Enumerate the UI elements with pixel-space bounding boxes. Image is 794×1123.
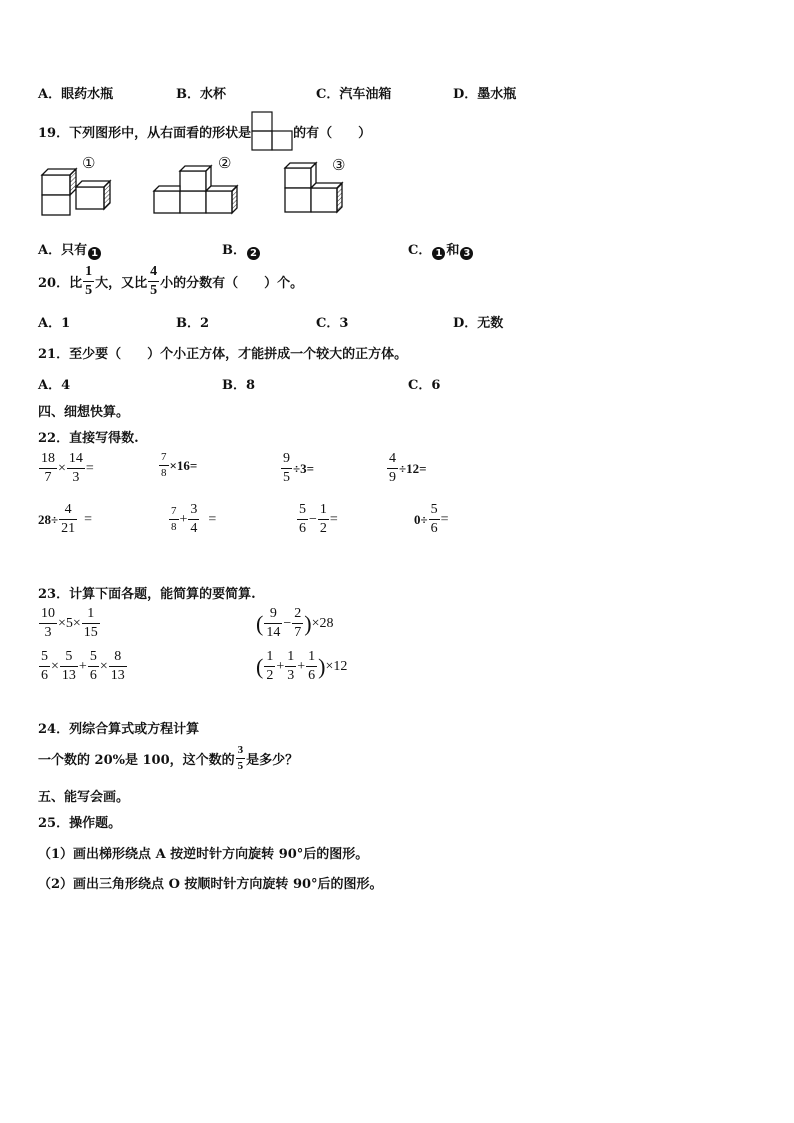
fraction-denominator: 15 — [83, 625, 98, 640]
q20-text-2: 大，又比 — [95, 276, 148, 291]
q23-expr-1 — [38, 607, 101, 640]
expression-tail: ÷12= — [399, 460, 427, 476]
equals-sign: = — [329, 511, 338, 527]
q21-option-b: B．8 — [222, 378, 256, 393]
fraction-numerator: 14 — [67, 452, 85, 469]
q22-expr-7 — [296, 503, 338, 536]
fraction-denominator: 14 — [266, 625, 281, 640]
fraction-denominator: 5 — [283, 470, 290, 485]
fraction-denominator: 6 — [308, 668, 316, 683]
fraction — [39, 452, 57, 485]
q22-expr-8 — [414, 503, 449, 536]
q25-title: 25．操作题。 — [38, 816, 122, 831]
fraction — [159, 452, 169, 479]
fraction — [88, 650, 99, 683]
fraction-denominator: 3 — [287, 668, 295, 683]
fraction-numerator: 2 — [292, 607, 303, 624]
circled-number-icon: 1 — [88, 247, 101, 260]
q19-option-b — [222, 239, 261, 260]
right-view-shape-icon — [251, 111, 293, 151]
circled-number-icon: 2 — [247, 247, 260, 260]
operator: − — [309, 511, 317, 527]
fraction-denominator: 7 — [294, 625, 302, 640]
fraction — [67, 452, 85, 485]
fraction — [297, 503, 308, 536]
fraction-numerator: 1 — [83, 265, 94, 282]
fraction — [39, 607, 57, 640]
fraction-numerator: 7 — [169, 506, 179, 520]
fraction-numerator: 8 — [109, 650, 127, 667]
fraction-denominator: 6 — [89, 668, 97, 683]
q22-expr-2 — [158, 452, 197, 479]
fraction-denominator: 2 — [319, 521, 327, 536]
fraction-numerator: 5 — [297, 503, 308, 520]
q24-text-2: 是多少？ — [246, 753, 299, 768]
open-paren: ( — [256, 610, 264, 636]
q21-option-a: A．4 — [38, 378, 71, 393]
q23-expr-3 — [38, 650, 128, 683]
fraction-numerator: 1 — [285, 650, 296, 667]
q20-text-3: 小的分数有（ ）个。 — [160, 276, 304, 291]
expression-lead: 0÷ — [414, 511, 428, 527]
fraction-denominator: 6 — [41, 668, 48, 683]
q23-expr-4 — [256, 650, 347, 683]
circled-number-icon: 3 — [460, 247, 473, 260]
fraction — [82, 607, 100, 640]
q19-prefix: 19．下列图形中，从右面看的形状是 — [38, 125, 252, 141]
fraction — [148, 265, 159, 298]
expression-tail: ×12 — [325, 658, 348, 674]
fraction-numerator: 1 — [306, 650, 317, 667]
q22-expr-6 — [168, 503, 216, 536]
fraction-denominator: 6 — [430, 521, 438, 536]
q18-option-d: D．墨水瓶 — [453, 87, 517, 102]
equals-sign: = — [440, 511, 449, 527]
fraction — [39, 650, 50, 683]
operator: ×5× — [58, 615, 81, 631]
q19-figure-label-3: ③ — [332, 156, 346, 174]
q24-text-1: 一个数的 20%是 100，这个数的 — [38, 753, 235, 768]
fraction-numerator: 9 — [264, 607, 282, 624]
fraction-numerator: 4 — [148, 265, 159, 282]
operator: × — [58, 460, 66, 476]
q22-title: 22．直接写得数. — [38, 431, 139, 446]
q25-item-2: （2）画出三角形绕点 O 按顺时针方向旋转 90°后的图形。 — [38, 877, 383, 892]
fraction-numerator: 10 — [39, 607, 57, 624]
fraction — [264, 607, 282, 640]
operator: × — [99, 658, 108, 674]
fraction-numerator: 3 — [188, 503, 199, 520]
q24-title: 24．列综合算式或方程计算 — [38, 722, 200, 737]
close-paren: ) — [304, 610, 312, 636]
fraction — [109, 650, 127, 683]
q22-expr-3 — [280, 452, 314, 485]
q19-option-a-label: A．只有 — [38, 243, 88, 258]
fraction — [306, 650, 317, 683]
close-paren: ) — [318, 653, 326, 679]
q18-option-c: C．汽车油箱 — [316, 87, 392, 102]
fraction — [59, 503, 77, 536]
expression-lead: 28÷ — [38, 511, 59, 527]
q20-option-b: B．2 — [176, 316, 210, 331]
q19-option-c-label: C． — [408, 243, 432, 258]
q21-question: 21．至少要（ ）个小正方体，才能拼成一个较大的正方体。 — [38, 347, 408, 362]
fraction-numerator: 5 — [60, 650, 78, 667]
fraction-denominator: 8 — [161, 467, 167, 479]
q18-option-a: A．眼药水瓶 — [38, 87, 114, 102]
q20-question — [38, 265, 303, 298]
fraction-numerator: 5 — [429, 503, 440, 520]
q19-figure-label-2: ② — [218, 154, 232, 172]
expression-tail: ÷3= — [293, 460, 315, 476]
q19-option-c — [408, 239, 474, 260]
q19-figure-label-1: ① — [82, 154, 96, 172]
q24-question — [38, 745, 298, 772]
q22-expr-4 — [386, 452, 427, 485]
equals-sign: = — [208, 511, 217, 527]
fraction-denominator: 13 — [61, 668, 76, 683]
operator: − — [283, 615, 292, 631]
fraction — [285, 650, 296, 683]
q19-option-a — [38, 239, 102, 260]
fraction-numerator: 9 — [281, 452, 292, 469]
operator: + — [78, 658, 87, 674]
fraction — [264, 650, 275, 683]
fraction-denominator: 21 — [61, 521, 76, 536]
section-4-heading: 四、细想快算。 — [38, 405, 130, 420]
fraction-numerator: 1 — [82, 607, 100, 624]
fraction-denominator: 5 — [85, 283, 93, 298]
operator: + — [297, 658, 306, 674]
fraction — [318, 503, 329, 536]
q19-option-c-joiner: 和 — [446, 243, 460, 258]
fraction-numerator: 5 — [39, 650, 50, 667]
fraction-numerator: 18 — [39, 452, 57, 469]
fraction-denominator: 7 — [44, 470, 52, 485]
fraction — [387, 452, 398, 485]
q22-expr-1 — [38, 452, 94, 485]
fraction-numerator: 4 — [387, 452, 398, 469]
fraction-numerator: 1 — [318, 503, 329, 520]
q25-item-1: （1）画出梯形绕点 A 按逆时针方向旋转 90°后的图形。 — [38, 847, 369, 862]
q19-question — [38, 111, 371, 151]
q21-option-c: C．6 — [408, 378, 441, 393]
cube-stack-figure-1-icon — [40, 157, 120, 217]
fraction — [60, 650, 78, 683]
q19-suffix: 的有（ ） — [293, 125, 372, 141]
fraction-numerator: 4 — [59, 503, 77, 520]
operator: + — [179, 511, 188, 527]
fraction-denominator: 5 — [150, 283, 158, 298]
q22-expr-5 — [38, 503, 92, 536]
q20-option-c: C．3 — [316, 316, 349, 331]
q18-option-b: B．水杯 — [176, 87, 226, 102]
expression-tail: ×28 — [311, 615, 334, 631]
q20-option-a: A．1 — [38, 316, 71, 331]
operator: + — [276, 658, 285, 674]
operator: × — [51, 658, 59, 674]
fraction — [83, 265, 94, 298]
fraction-numerator: 7 — [159, 452, 169, 466]
fraction-denominator: 5 — [237, 760, 244, 772]
fraction — [169, 506, 179, 533]
q23-title: 23．计算下面各题，能简算的要简算. — [38, 587, 256, 602]
fraction — [281, 452, 292, 485]
fraction — [429, 503, 440, 536]
fraction-numerator: 1 — [264, 650, 275, 667]
q20-text-1: 20．比 — [38, 276, 83, 291]
fraction — [188, 503, 199, 536]
equals-sign: = — [84, 511, 93, 527]
fraction — [236, 745, 246, 772]
fraction-denominator: 8 — [171, 521, 177, 533]
q20-option-d: D．无数 — [453, 316, 504, 331]
circled-number-icon: 1 — [432, 247, 445, 260]
q23-expr-2 — [256, 607, 333, 640]
section-5-heading: 五、能写会画。 — [38, 790, 130, 805]
q19-option-b-label: B． — [222, 243, 246, 258]
fraction-denominator: 3 — [72, 470, 80, 485]
fraction-denominator: 13 — [110, 668, 125, 683]
open-paren: ( — [256, 653, 264, 679]
fraction-denominator: 3 — [44, 625, 52, 640]
q19-figure-1 — [40, 157, 120, 221]
fraction-denominator: 4 — [190, 521, 198, 536]
fraction-numerator: 5 — [88, 650, 99, 667]
fraction-denominator: 9 — [389, 470, 396, 485]
fraction — [292, 607, 303, 640]
fraction-numerator: 3 — [236, 745, 246, 759]
expression-tail: ×16= — [169, 457, 198, 473]
fraction-denominator: 6 — [299, 521, 306, 536]
fraction-denominator: 2 — [266, 668, 274, 683]
equals-sign: = — [85, 460, 94, 476]
